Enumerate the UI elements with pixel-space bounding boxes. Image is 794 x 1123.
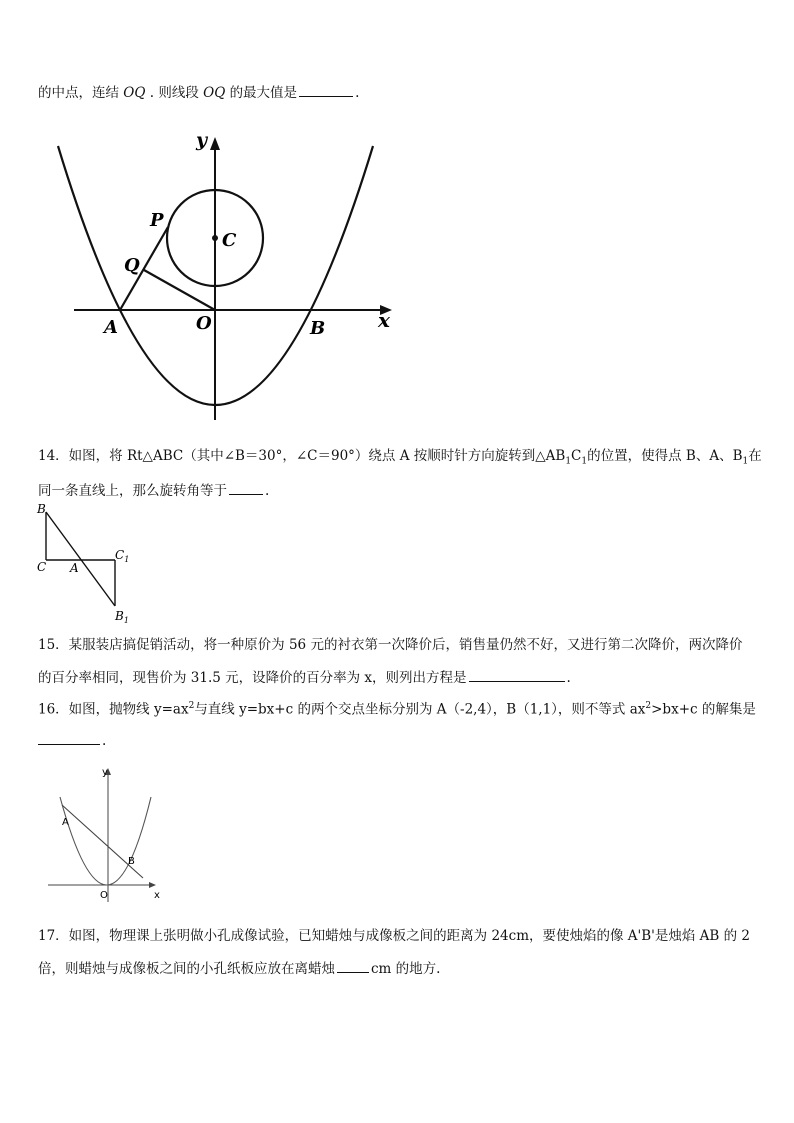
q14-sub: 1 bbox=[581, 456, 588, 467]
q16-text: >bx+c 的解集是 bbox=[651, 701, 756, 718]
q16-text: 16．如图，抛物线 y=ax bbox=[38, 701, 189, 718]
q13-text: 的最大值是 bbox=[229, 85, 298, 101]
q15-text: 15．某服装店搞促销活动，将一种原价为 56 元的衬衣第一次降价后，销售量仍然不好，又进行第二次降价，两次降价 bbox=[38, 637, 743, 653]
q14-text: C bbox=[571, 448, 582, 464]
label-c1: $C_1$ bbox=[115, 548, 130, 564]
label-b1: $B_1$ bbox=[115, 609, 129, 625]
label-c: C bbox=[222, 230, 237, 251]
label-a: A bbox=[70, 561, 79, 575]
label-q: Q bbox=[124, 255, 140, 276]
q17-text: 17．如图，物理课上张明做小孔成像试验，已知蜡烛与成像板之间的距离为 24cm，要使烛焰的像 A'B'是烛焰 AB 的 2 bbox=[38, 928, 751, 944]
q17-line-2 bbox=[38, 958, 440, 978]
q16-end: . bbox=[102, 733, 107, 749]
q13-segment-oq: OQ bbox=[123, 85, 146, 101]
label-o: O bbox=[100, 890, 108, 901]
parabola bbox=[60, 797, 151, 885]
label-y: y bbox=[196, 129, 208, 151]
q17-line-1 bbox=[38, 927, 750, 945]
q13-segment-oq: OQ bbox=[203, 85, 226, 101]
label-x: x bbox=[154, 890, 160, 901]
label-c: C bbox=[37, 560, 47, 574]
q16-sup: 2 bbox=[188, 701, 195, 711]
label-a: A bbox=[62, 817, 69, 828]
q17-text: cm 的地方. bbox=[371, 961, 441, 977]
q14-text: 同一条直线上，那么旋转角等于 bbox=[38, 483, 227, 499]
q14-sub: 1 bbox=[742, 456, 749, 467]
label-x: x bbox=[378, 308, 390, 332]
q14-text: 14．如图，将 Rt△ABC（其中∠B＝30°，∠C＝90°）绕点 A 按顺时针方向旋转到△AB bbox=[38, 448, 566, 464]
q13-end: . bbox=[355, 85, 360, 101]
x-axis-arrow-icon bbox=[149, 882, 156, 888]
q14-sub: 1 bbox=[565, 456, 572, 467]
q16-text: 与直线 y=bx+c 的两个交点坐标分别为 A（-2,4），B（1,1），则不等式 ax bbox=[194, 701, 646, 718]
q13-text: . 则线段 bbox=[149, 85, 199, 101]
q16-sup: 2 bbox=[645, 701, 652, 711]
label-b: B bbox=[310, 318, 326, 339]
q14-end: . bbox=[265, 483, 270, 499]
q17-text: 倍，则蜡烛与成像板之间的小孔纸板应放在离蜡烛 bbox=[38, 961, 335, 977]
q17-answer-blank[interactable] bbox=[337, 958, 369, 973]
q13-text: 的中点，连结 bbox=[38, 85, 119, 101]
label-a: A bbox=[104, 317, 118, 338]
q15-text: 的百分率相同，现售价为 31.5 元，设降价的百分率为 x，则列出方程是 bbox=[38, 670, 467, 686]
label-y: y bbox=[102, 767, 108, 778]
label-p: P bbox=[150, 210, 164, 231]
q14-text: 在 bbox=[748, 448, 762, 464]
q14-text: 的位置，使得点 B、A、B bbox=[587, 448, 743, 464]
label-o: O bbox=[196, 313, 212, 334]
label-b: B bbox=[128, 856, 135, 867]
q15-end: . bbox=[566, 670, 571, 686]
label-b: B bbox=[37, 502, 46, 516]
